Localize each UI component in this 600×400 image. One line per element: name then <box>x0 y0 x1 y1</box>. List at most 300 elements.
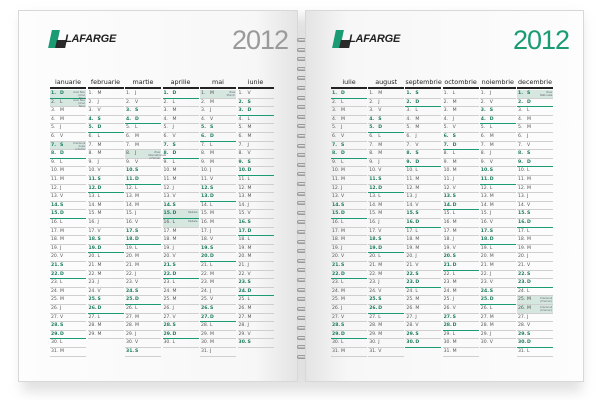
day-cell[interactable] <box>331 124 367 133</box>
day-cell[interactable] <box>517 202 553 211</box>
day-cell[interactable] <box>331 262 367 271</box>
day-cell[interactable] <box>238 331 274 340</box>
day-cell[interactable] <box>163 90 199 99</box>
day-cell[interactable] <box>331 210 367 219</box>
day-cell[interactable] <box>50 142 86 151</box>
day-cell[interactable] <box>368 124 404 133</box>
day-cell[interactable] <box>88 271 124 280</box>
day-cell[interactable] <box>50 90 86 99</box>
day-cell[interactable] <box>480 99 516 108</box>
day-cell[interactable] <box>368 142 404 151</box>
day-cell[interactable] <box>368 133 404 142</box>
day-cell[interactable] <box>405 159 441 168</box>
day-cell[interactable] <box>238 142 274 151</box>
day-cell[interactable] <box>125 142 161 151</box>
day-cell[interactable] <box>50 271 86 280</box>
day-cell[interactable] <box>163 245 199 254</box>
day-cell[interactable] <box>238 236 274 245</box>
day-cell[interactable] <box>405 133 441 142</box>
day-cell[interactable] <box>50 262 86 271</box>
day-cell[interactable] <box>88 219 124 228</box>
day-cell[interactable] <box>125 90 161 99</box>
day-cell[interactable] <box>443 107 479 116</box>
day-cell[interactable] <box>517 116 553 125</box>
day-cell[interactable] <box>443 116 479 125</box>
day-cell[interactable] <box>163 288 199 297</box>
day-cell[interactable] <box>50 150 86 159</box>
day-cell[interactable] <box>331 228 367 237</box>
day-cell[interactable] <box>125 305 161 314</box>
day-cell[interactable] <box>368 322 404 331</box>
day-cell[interactable] <box>443 253 479 262</box>
day-cell[interactable] <box>443 99 479 108</box>
day-cell[interactable] <box>88 322 124 331</box>
day-cell[interactable] <box>163 253 199 262</box>
day-cell[interactable] <box>331 142 367 151</box>
day-cell[interactable] <box>443 305 479 314</box>
day-cell[interactable] <box>238 202 274 211</box>
day-cell[interactable] <box>238 90 274 99</box>
day-cell[interactable] <box>368 107 404 116</box>
day-cell[interactable] <box>200 133 236 142</box>
day-cell[interactable] <box>331 159 367 168</box>
day-cell[interactable] <box>480 245 516 254</box>
day-cell[interactable] <box>200 124 236 133</box>
day-cell[interactable] <box>368 331 404 340</box>
day-cell[interactable] <box>368 279 404 288</box>
day-cell[interactable] <box>125 331 161 340</box>
day-cell[interactable] <box>443 262 479 271</box>
day-cell[interactable] <box>125 253 161 262</box>
day-cell[interactable] <box>368 167 404 176</box>
day-cell[interactable] <box>50 236 86 245</box>
day-cell[interactable] <box>443 90 479 99</box>
day-cell[interactable] <box>368 185 404 194</box>
day-cell[interactable] <box>368 228 404 237</box>
day-cell[interactable] <box>50 288 86 297</box>
day-cell[interactable] <box>50 210 86 219</box>
day-cell[interactable] <box>163 305 199 314</box>
day-cell[interactable] <box>163 236 199 245</box>
day-cell[interactable] <box>517 228 553 237</box>
day-cell[interactable] <box>368 159 404 168</box>
day-cell[interactable] <box>480 167 516 176</box>
day-cell[interactable] <box>200 167 236 176</box>
day-cell[interactable] <box>88 253 124 262</box>
day-cell[interactable] <box>443 124 479 133</box>
day-cell[interactable] <box>331 245 367 254</box>
day-cell[interactable] <box>125 133 161 142</box>
day-cell[interactable] <box>238 133 274 142</box>
day-cell[interactable] <box>238 107 274 116</box>
day-cell[interactable] <box>405 219 441 228</box>
day-cell[interactable] <box>480 142 516 151</box>
day-cell[interactable] <box>200 245 236 254</box>
day-cell[interactable] <box>88 150 124 159</box>
day-cell[interactable] <box>331 348 367 357</box>
day-cell[interactable] <box>443 236 479 245</box>
day-cell[interactable] <box>480 279 516 288</box>
day-cell[interactable] <box>125 262 161 271</box>
day-cell[interactable] <box>238 176 274 185</box>
day-cell[interactable] <box>163 185 199 194</box>
day-cell[interactable] <box>50 331 86 340</box>
day-cell[interactable] <box>88 176 124 185</box>
day-cell[interactable] <box>331 99 367 108</box>
day-cell[interactable] <box>125 202 161 211</box>
day-cell[interactable] <box>443 150 479 159</box>
day-cell[interactable] <box>163 133 199 142</box>
day-cell[interactable] <box>480 339 516 348</box>
day-cell[interactable] <box>517 90 553 99</box>
day-cell[interactable] <box>331 253 367 262</box>
day-cell[interactable] <box>125 124 161 133</box>
day-cell[interactable] <box>517 314 553 323</box>
day-cell[interactable] <box>50 296 86 305</box>
day-cell[interactable] <box>517 210 553 219</box>
day-cell[interactable] <box>368 150 404 159</box>
day-cell[interactable] <box>443 322 479 331</box>
day-cell[interactable] <box>480 262 516 271</box>
day-cell[interactable] <box>405 271 441 280</box>
day-cell[interactable] <box>331 90 367 99</box>
day-cell[interactable] <box>517 124 553 133</box>
day-cell[interactable] <box>125 193 161 202</box>
day-cell[interactable] <box>480 185 516 194</box>
day-cell[interactable] <box>163 167 199 176</box>
day-cell[interactable] <box>368 210 404 219</box>
day-cell[interactable] <box>88 193 124 202</box>
day-cell[interactable] <box>443 228 479 237</box>
day-cell[interactable] <box>331 288 367 297</box>
day-cell[interactable] <box>88 202 124 211</box>
day-cell[interactable] <box>200 185 236 194</box>
day-cell[interactable] <box>238 116 274 125</box>
day-cell[interactable] <box>200 176 236 185</box>
day-cell[interactable] <box>443 142 479 151</box>
day-cell[interactable] <box>50 116 86 125</box>
day-cell[interactable] <box>517 296 553 305</box>
day-cell[interactable] <box>50 253 86 262</box>
day-cell[interactable] <box>443 176 479 185</box>
day-cell[interactable] <box>88 236 124 245</box>
day-cell[interactable] <box>517 219 553 228</box>
day-cell[interactable] <box>50 228 86 237</box>
day-cell[interactable] <box>88 159 124 168</box>
day-cell[interactable] <box>238 245 274 254</box>
day-cell[interactable] <box>50 245 86 254</box>
day-cell[interactable] <box>200 279 236 288</box>
day-cell[interactable] <box>163 193 199 202</box>
day-cell[interactable] <box>368 253 404 262</box>
day-cell[interactable] <box>200 142 236 151</box>
day-cell[interactable] <box>125 107 161 116</box>
day-cell[interactable] <box>517 185 553 194</box>
day-cell[interactable] <box>480 236 516 245</box>
day-cell[interactable] <box>238 271 274 280</box>
day-cell[interactable] <box>480 133 516 142</box>
day-cell[interactable] <box>88 296 124 305</box>
day-cell[interactable] <box>331 314 367 323</box>
day-cell[interactable] <box>443 167 479 176</box>
day-cell[interactable] <box>125 159 161 168</box>
day-cell[interactable] <box>368 202 404 211</box>
day-cell[interactable] <box>238 167 274 176</box>
day-cell[interactable] <box>200 331 236 340</box>
day-cell[interactable] <box>50 305 86 314</box>
day-cell[interactable] <box>405 288 441 297</box>
day-cell[interactable] <box>405 107 441 116</box>
day-cell[interactable] <box>50 202 86 211</box>
day-cell[interactable] <box>200 288 236 297</box>
day-cell[interactable] <box>443 296 479 305</box>
day-cell[interactable] <box>517 322 553 331</box>
day-cell[interactable] <box>88 314 124 323</box>
day-cell[interactable] <box>238 150 274 159</box>
day-cell[interactable] <box>88 305 124 314</box>
day-cell[interactable] <box>331 107 367 116</box>
day-cell[interactable] <box>480 176 516 185</box>
day-cell[interactable] <box>163 219 199 228</box>
day-cell[interactable] <box>125 176 161 185</box>
day-cell[interactable] <box>200 90 236 99</box>
day-cell[interactable] <box>405 150 441 159</box>
day-cell[interactable] <box>405 99 441 108</box>
day-cell[interactable] <box>480 288 516 297</box>
day-cell[interactable] <box>163 142 199 151</box>
day-cell[interactable] <box>88 288 124 297</box>
day-cell[interactable] <box>517 331 553 340</box>
day-cell[interactable] <box>331 236 367 245</box>
day-cell[interactable] <box>480 314 516 323</box>
day-cell[interactable] <box>238 99 274 108</box>
day-cell[interactable] <box>405 314 441 323</box>
day-cell[interactable] <box>238 339 274 348</box>
day-cell[interactable] <box>443 193 479 202</box>
day-cell[interactable] <box>517 236 553 245</box>
day-cell[interactable] <box>517 142 553 151</box>
day-cell[interactable] <box>50 159 86 168</box>
day-cell[interactable] <box>88 245 124 254</box>
day-cell[interactable] <box>331 331 367 340</box>
day-cell[interactable] <box>331 219 367 228</box>
day-cell[interactable] <box>163 210 199 219</box>
day-cell[interactable] <box>517 271 553 280</box>
day-cell[interactable] <box>50 193 86 202</box>
day-cell[interactable] <box>331 133 367 142</box>
day-cell[interactable] <box>238 228 274 237</box>
day-cell[interactable] <box>50 279 86 288</box>
day-cell[interactable] <box>331 271 367 280</box>
day-cell[interactable] <box>163 107 199 116</box>
day-cell[interactable] <box>238 185 274 194</box>
day-cell[interactable] <box>200 202 236 211</box>
day-cell[interactable] <box>238 296 274 305</box>
day-cell[interactable] <box>200 219 236 228</box>
day-cell[interactable] <box>125 99 161 108</box>
day-cell[interactable] <box>480 107 516 116</box>
day-cell[interactable] <box>480 202 516 211</box>
day-cell[interactable] <box>331 167 367 176</box>
day-cell[interactable] <box>517 288 553 297</box>
day-cell[interactable] <box>517 339 553 348</box>
day-cell[interactable] <box>200 210 236 219</box>
day-cell[interactable] <box>517 99 553 108</box>
day-cell[interactable] <box>125 185 161 194</box>
day-cell[interactable] <box>88 210 124 219</box>
day-cell[interactable] <box>405 176 441 185</box>
day-cell[interactable] <box>200 159 236 168</box>
day-cell[interactable] <box>368 296 404 305</box>
day-cell[interactable] <box>405 305 441 314</box>
day-cell[interactable] <box>517 253 553 262</box>
day-cell[interactable] <box>443 348 479 357</box>
day-cell[interactable] <box>368 90 404 99</box>
day-cell[interactable] <box>368 348 404 357</box>
day-cell[interactable] <box>200 322 236 331</box>
day-cell[interactable] <box>125 271 161 280</box>
day-cell[interactable] <box>238 159 274 168</box>
day-cell[interactable] <box>368 262 404 271</box>
day-cell[interactable] <box>163 116 199 125</box>
day-cell[interactable] <box>125 236 161 245</box>
day-cell[interactable] <box>200 253 236 262</box>
day-cell[interactable] <box>88 167 124 176</box>
day-cell[interactable] <box>125 210 161 219</box>
day-cell[interactable] <box>88 99 124 108</box>
day-cell[interactable] <box>443 133 479 142</box>
day-cell[interactable] <box>405 279 441 288</box>
day-cell[interactable] <box>88 142 124 151</box>
day-cell[interactable] <box>331 322 367 331</box>
day-cell[interactable] <box>88 116 124 125</box>
day-cell[interactable] <box>405 124 441 133</box>
day-cell[interactable] <box>163 176 199 185</box>
day-cell[interactable] <box>480 116 516 125</box>
day-cell[interactable] <box>368 288 404 297</box>
day-cell[interactable] <box>88 262 124 271</box>
day-cell[interactable] <box>480 193 516 202</box>
day-cell[interactable] <box>517 279 553 288</box>
day-cell[interactable] <box>163 296 199 305</box>
day-cell[interactable] <box>163 279 199 288</box>
day-cell[interactable] <box>238 124 274 133</box>
day-cell[interactable] <box>368 245 404 254</box>
day-cell[interactable] <box>200 116 236 125</box>
day-cell[interactable] <box>517 262 553 271</box>
day-cell[interactable] <box>88 279 124 288</box>
day-cell[interactable] <box>480 271 516 280</box>
day-cell[interactable] <box>443 331 479 340</box>
day-cell[interactable] <box>88 228 124 237</box>
day-cell[interactable] <box>405 331 441 340</box>
day-cell[interactable] <box>517 176 553 185</box>
day-cell[interactable] <box>405 167 441 176</box>
day-cell[interactable] <box>200 271 236 280</box>
day-cell[interactable] <box>331 116 367 125</box>
day-cell[interactable] <box>88 124 124 133</box>
day-cell[interactable] <box>331 305 367 314</box>
day-cell[interactable] <box>405 142 441 151</box>
day-cell[interactable] <box>405 245 441 254</box>
day-cell[interactable] <box>50 314 86 323</box>
day-cell[interactable] <box>331 176 367 185</box>
day-cell[interactable] <box>405 322 441 331</box>
day-cell[interactable] <box>163 228 199 237</box>
day-cell[interactable] <box>163 339 199 348</box>
day-cell[interactable] <box>163 331 199 340</box>
day-cell[interactable] <box>200 305 236 314</box>
day-cell[interactable] <box>443 271 479 280</box>
day-cell[interactable] <box>368 193 404 202</box>
day-cell[interactable] <box>368 305 404 314</box>
day-cell[interactable] <box>50 124 86 133</box>
day-cell[interactable] <box>517 245 553 254</box>
day-cell[interactable] <box>125 288 161 297</box>
day-cell[interactable] <box>238 253 274 262</box>
day-cell[interactable] <box>125 219 161 228</box>
day-cell[interactable] <box>443 185 479 194</box>
day-cell[interactable] <box>200 314 236 323</box>
day-cell[interactable] <box>50 219 86 228</box>
day-cell[interactable] <box>405 90 441 99</box>
day-cell[interactable] <box>405 253 441 262</box>
day-cell[interactable] <box>368 339 404 348</box>
day-cell[interactable] <box>405 185 441 194</box>
day-cell[interactable] <box>163 99 199 108</box>
day-cell[interactable] <box>125 339 161 348</box>
day-cell[interactable] <box>443 159 479 168</box>
day-cell[interactable] <box>368 271 404 280</box>
day-cell[interactable] <box>238 193 274 202</box>
day-cell[interactable] <box>517 159 553 168</box>
day-cell[interactable] <box>125 228 161 237</box>
day-cell[interactable] <box>50 176 86 185</box>
day-cell[interactable] <box>50 322 86 331</box>
day-cell[interactable] <box>200 107 236 116</box>
day-cell[interactable] <box>443 314 479 323</box>
day-cell[interactable] <box>480 210 516 219</box>
day-cell[interactable] <box>480 159 516 168</box>
day-cell[interactable] <box>125 116 161 125</box>
day-cell[interactable] <box>480 90 516 99</box>
day-cell[interactable] <box>125 167 161 176</box>
day-cell[interactable] <box>405 262 441 271</box>
day-cell[interactable] <box>125 348 161 357</box>
day-cell[interactable] <box>443 245 479 254</box>
day-cell[interactable] <box>88 331 124 340</box>
day-cell[interactable] <box>480 150 516 159</box>
day-cell[interactable] <box>480 253 516 262</box>
day-cell[interactable] <box>50 348 86 357</box>
day-cell[interactable] <box>200 150 236 159</box>
day-cell[interactable] <box>331 150 367 159</box>
day-cell[interactable] <box>238 305 274 314</box>
day-cell[interactable] <box>480 124 516 133</box>
day-cell[interactable] <box>238 288 274 297</box>
day-cell[interactable] <box>200 193 236 202</box>
day-cell[interactable] <box>368 116 404 125</box>
day-cell[interactable] <box>368 236 404 245</box>
day-cell[interactable] <box>331 296 367 305</box>
day-cell[interactable] <box>200 236 236 245</box>
day-cell[interactable] <box>88 107 124 116</box>
day-cell[interactable] <box>443 279 479 288</box>
day-cell[interactable] <box>125 245 161 254</box>
day-cell[interactable] <box>163 159 199 168</box>
day-cell[interactable] <box>517 133 553 142</box>
day-cell[interactable] <box>125 150 167 160</box>
